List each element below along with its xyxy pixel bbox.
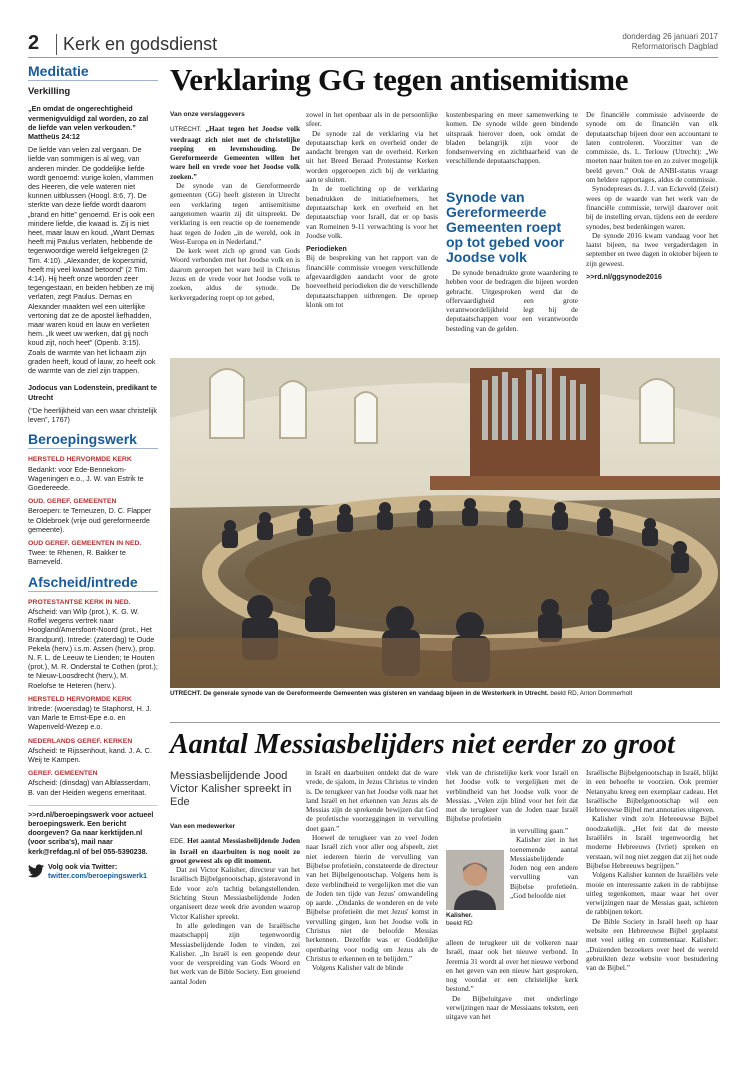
twitter-promo[interactable] bbox=[28, 862, 158, 880]
paragraph: De Bible Society in Israël heeft op haar website een Hebreeuwse Bijbel geplaatst met veel uitleg en commentaar. Kalisher: „Duizenden bezoekers over heel de wereld gebruikten deze website voor bestudering van de Bijbel.” bbox=[586, 916, 718, 973]
afscheid-text: Afscheid: (dinsdag) van Alblasserdam, B. van der Heiden wegens emeritaat. bbox=[28, 778, 151, 797]
article1-column-4 bbox=[586, 110, 718, 281]
meditatie-body: De liefde van velen zal vergaan. De liefde van sommigen is al weg, van anderen minder. De goddelijke liefde wordt genoemd: vurige kolen, vlammen des Heeren, die vele wateren niet kunnen uitblussen (Hoogl. 8:6, 7). De sterkte van deze liefde wordt daarom „brand en hitte” genoemd. Er is ook een mindere liefde, die kwaad is. Zij is niet heet, maar lauw en koud. „Want Demas heeft mij Paulus verlaten, hebbende de tegenwoordige wereld liefgekregen (2 Tim. 4:10). „Alexander, de kopersmid, heeft mij veel kwaad betoond” (2 Tim. 4:14). Hij heeft onze woorden zeer tegengestaan, en beiden hebben ze mij verlaten, zegt Paulus. Demas en Alexander maakten wel een uiterlijke vertoning dat ze de apostel liefhadden, maar waren koud en lauw en verlieten hem. „Ik weet uw werken, dat gij noch koud zijt, noch heet” (Openb. 3:15). Zoals de warmte van het lichaam zijn graden heeft, koud of lauw, zo heeft ook de warmte van de ziel zijn trappen. bbox=[28, 145, 156, 376]
article1-column-1 bbox=[170, 110, 300, 302]
paragraph: De financiële commissie adviseerde de synode om de financiën van elk deputaatschap bijeen door een accountant te laten controleren. Voorzitter van de commissie, ds. L. Terlouw (Utrecht): „We moeten naar buiten toe en zo zuiver mogelijk beeld geven.” Ook de ANBI-status vraagt om heldere rapportages, aldus de commissie. bbox=[586, 110, 718, 185]
meditatie-source: (“De heerlijkheid van een waar christelijk leven”, 1767) bbox=[28, 405, 158, 424]
article1-dateline: UTRECHT. bbox=[170, 126, 202, 134]
afscheid-label: GEREF. GEMEENTEN bbox=[28, 770, 98, 778]
paragraph: Kalisher vindt zo'n Hebreeuwse Bijbel noodzakelijk. „Het feit dat de meeste Israëliërs in Israël tegenwoordig het moderne Hebreeuws (Ivriet) spreken en verstaan, wil nog niet zeggen dat zij het oude Bijbelse Hebreeuws begrijpen.” bbox=[586, 814, 718, 870]
paragraph: De synode 2016 kwam vandaag voor het laatst bijeen, na twee vergaderdagen in september en twee dagen in oktober bijeen te zijn geweest. bbox=[586, 230, 718, 268]
afscheid-label: PROTESTANTSE KERK IN NED. bbox=[28, 598, 131, 606]
paragraph: De Bijbeluitgave met onderlinge verwijzingen naar de Messiaans teksten, een uitgave van het bbox=[446, 993, 578, 1022]
photo-caption bbox=[170, 690, 720, 697]
paragraph: De synode zal de verklaring via het deputaatschap kerk en overheid onder de aandacht brengen van de overheid. Kerken uit het Breed Beraad Protestantse Kerken worden opgeroepen zich bij de verklaring aan te sluiten. bbox=[306, 128, 438, 185]
twitter-bird-icon bbox=[28, 864, 44, 878]
paragraph: Bij de bespreking van het rapport van de financiële commissie vroegen verschillende afgevaardigden aandacht voor de grote hoeveelheid periodieken die de verschillende deputaatschappen uitbrengen. De oproep klonk om tot bbox=[306, 253, 438, 309]
afscheid-label: HERSTELD HERVORMDE KERK bbox=[28, 695, 132, 703]
meditatie-quote: „En omdat de ongerechtigheid vermenigvuldigd zal worden, zo zal de liefde van velen verkouden.” Mattheüs 24:12 bbox=[28, 104, 149, 142]
beroepingswerk-heading: Beroepingswerk bbox=[28, 432, 158, 449]
beroeping-text: Beroepen: te Terneuzen, D. C. Flapper te Oldebroek (vrije oud gereformeerde gemeente). bbox=[28, 506, 152, 534]
article1-callout: Synode van Gereformeerde Gemeenten roept op tot gebed voor Joodse volk bbox=[446, 189, 565, 265]
sidebar bbox=[28, 64, 158, 880]
newspaper-name: Reformatorisch Dagblad bbox=[631, 42, 718, 51]
article2-column-1 bbox=[170, 822, 300, 986]
article1-byline: Van onze verslaggevers bbox=[170, 111, 245, 118]
article1-column-3-bottom bbox=[446, 268, 578, 333]
article2-intro: Messiasbelijdende Jood Victor Kalisher spreekt in Ede bbox=[170, 770, 292, 808]
beroeping-label: HERSTELD HERVORMDE KERK bbox=[28, 456, 132, 464]
page-number: 2 bbox=[28, 32, 40, 54]
paragraph: De synode van de Gereformeerde gemeenten (GG) heeft gisteren in Utrecht een verklaring tegen antisemitisme aangenomen waarin zij dit uitspreekt. De verklaring is een reactie op de toenemende haat tegen de Joden „in de wereld, ook in West-Europa en in Nederland.” bbox=[170, 181, 300, 246]
synod-photo-illustration bbox=[170, 358, 720, 688]
paragraph: alleen de terugkeer uit de volkeren naar Israël, maar ook het nieuwe verbond. In Jeremia 31 wordt al over het nieuwe verbond en het geven van een nieuw hart gesproken, nog voordat er een christelijke kerk bestond.” bbox=[446, 938, 578, 994]
beroeping-text: Bedankt: voor Ede-Bennekom-Wageningen e.o., J. W. van Estrik te Goedereede. bbox=[28, 464, 144, 492]
paragraph: Dat zei Victor Kalisher, directeur van het Israëlisch Bijbelgenootschap, gisteravond in Ede voor zo'n tachtig belangstellenden. Stichting Steun Messiasbelijdende Joden organiseert deze week drie avonden waarop Victor Kalisher spreekt. bbox=[170, 865, 300, 921]
beroeping-text: Twee: te Rhenen, R. Bakker te Barneveld. bbox=[28, 548, 126, 567]
meditatie-author: Jodocus van Lodenstein, predikant te Utrecht bbox=[28, 383, 157, 402]
paragraph: Volgens Kalisher valt de blinde bbox=[312, 963, 404, 973]
paragraph: in vervulling gaan.” bbox=[510, 826, 569, 835]
masthead bbox=[28, 30, 718, 58]
paragraph: Hoewel de terugkeer van zo veel Joden naar Israël zich voor aller oog afspeelt, ziet niet iedereen hierin de vervulling van Bijbelse profetieën, constateerde de directeur van het Bijbelgenootschap. Volgens hem is deze verblindheid te vergelijken met die van de Joden ten tijde van Jezus' omwandeling op aarde. „Ondanks de wonderen en de vele Bijbelse profetieën die met Jezus' komst in vervulling gingen, kon het Joodse volk in Christus niet de beloofde Messias herkennen. Dezelfde was er Goddelijke openbaring voor nodig om Jezus als de Christus te erkennen en te belijden.” bbox=[306, 833, 438, 963]
synod-photo bbox=[170, 358, 720, 688]
afscheid-text: Afscheid: van Wilp (prot.), K. G. W. Roffel wegens vertrek naar Hoogland/Amersfoort-Noord (prot., Het Brandpunt). Intrede: (zaterdag) te Oude Pekela (herv.) i.s.m. Assen (herv.), prop. N. F. L. de Leeuw te Lienden; te Houten (prot.), M. R. Onderstal te Cothen (prot.); te Nieuw-Loosdrecht (herv.), M. Roelofse te Heteren (herv.). bbox=[28, 606, 158, 690]
paragraph: in Israël en daarbuiten ontdekt dat de ware vrede, de sjalom, in Jezus Christus te vinden is. De terugkeer van het Joodse volk naar het land Israël en het erkennen van Jezus als de Messias zijn de sprekende bewijzen dat God de profetische voorzeggingen in vervulling doet gaan.” bbox=[306, 768, 438, 833]
portrait-caption bbox=[446, 912, 473, 928]
article2-column-2 bbox=[306, 768, 438, 973]
paragraph: In de toelichting op de verklaring benadrukken de initiatiefnemers, het deputaatschap kerk en overheid en het deputaatschap voor Israël, dat er op basis van Romeinen 9-11 verwachting is voor het Joodse volk. bbox=[306, 184, 438, 240]
meditatie-heading: Meditatie bbox=[28, 64, 158, 81]
article1-headline: Verklaring GG tegen antisemitisme bbox=[170, 62, 629, 97]
article1-lead: „Haat tegen het Joodse volk verdraagt zich niet met de christelijke roeping en levenshouding. De Gereformeerde Gemeenten willen het ware heil en vrede voor het Joodse volk zoeken.” bbox=[170, 124, 301, 181]
paragraph: zowel in het openbaar als in de persoonlijke sfeer. bbox=[306, 110, 438, 129]
beroeping-label: OUD GEREF. GEMEENTEN IN NED. bbox=[28, 539, 142, 547]
article2-column-4 bbox=[586, 768, 718, 973]
article2-dateline: EDE. bbox=[170, 838, 185, 846]
caption-text: De generale synode van de Gereformeerde Gemeenten was gisteren en vandaag bijeen in de Westerkerk in Utrecht. bbox=[203, 690, 549, 697]
afscheid-label: NEDERLANDS GEREF. KERKEN bbox=[28, 737, 133, 745]
portrait-name: Kalisher. bbox=[446, 912, 473, 919]
article2-column-3-bottom bbox=[446, 938, 578, 1022]
article1-link[interactable]: >>rd.nl/ggsynode2016 bbox=[586, 272, 662, 282]
article2-byline: Van een medewerker bbox=[170, 823, 236, 830]
afscheid-text: Intrede: (woensdag) te Staphorst, H. J. van Marle te Ernst-Epe e.o. en Wapenveld-Wezep e.o. bbox=[28, 703, 152, 732]
section-title: Kerk en godsdienst bbox=[56, 34, 217, 55]
portrait-credit: beeld RD bbox=[446, 920, 473, 927]
afscheid-text: Afscheid: te Rijssenhout, kand. J. A. C. Weij te Kampen. bbox=[28, 745, 152, 764]
paragraph: De synode benadrukte grote waardering te hebben voor de bedragen die bijeen worden gebracht. Uitgesproken werd dat de offervaardigheid een grote verantwoordelijkheid legt bij de deputaatschappen voor een verantwoorde besteding van de gelden. bbox=[446, 268, 578, 333]
date: donderdag 26 januari 2017 bbox=[622, 32, 718, 41]
meditatie-title: Verkilling bbox=[28, 86, 71, 98]
beroepingswerk-footer[interactable]: >>rd.nl/beroepingswerk voor actueel beroepingswerk. Een bericht doorgeven? Ga naar kerktijden.nl (voor scriba's), mail naar kerk@refdag.nl of bel 055-5390238. bbox=[28, 805, 158, 856]
paragraph: In alle geledingen van de Israëlische maatschappij zijn tegenwoordig Messiasbelijdende Joden te vinden, zei Kalisher. „In Israël is een geopende deur voor de verspreiding van Gods Woord en het werk van de Bible Society. Een groeiend aantal Joden bbox=[170, 920, 300, 986]
paragraph: De kerk weet zich op grond van Gods Woord verbonden met het Joodse volk en is daarom geroepen het ware heil in Christus Jezus en de vrede voor het Joodse volk te zoeken, aldus de synode. De kerkvergadering roept op tot gebed, bbox=[170, 246, 300, 302]
paragraph: Israëlische Bijbelgenootschap in Israël, blijkt in een behoefte te voorzien. Ook premier Netanyahu kreeg een exemplaar cadeau. Het Israëlische Bijbelgenootschap wil een Hebreeuwse Bijbel met annotaties uitgeven. bbox=[586, 768, 718, 815]
paragraph: Synodepreses ds. J. J. van Eckeveld (Zeist) wees op de waarde van het werk van de financiële commissie, terwijl daarover ooit bij de instelling ervan, tijdens een de eerdere synodes, best bedenkingen waren. bbox=[586, 184, 718, 231]
paragraph: Volgens Kalisher kunnen de Israëliërs vele mooie en interessante zaken in de rabbijnse uitleg tegenkomen, maar waar het over verwijzingen naar de Messias gaat, schieten de rabbijnen tekort. bbox=[586, 870, 718, 917]
caption-credit: beeld RD, Anton Dommerholt bbox=[550, 690, 633, 697]
article1-column-2 bbox=[306, 110, 438, 309]
masthead-date bbox=[622, 32, 718, 52]
paragraph: kostenbesparing en meer samenwerking te komen. De synode wilde geen bindende uitspraak hierover doen, ook omdat de bladen belangrijk zijn voor de fondsenwerving en zichtbaarheid van de verschillende deputaatschappen. bbox=[446, 110, 578, 166]
article2-column-3-top bbox=[446, 768, 578, 824]
afscheid-heading: Afscheid/intrede bbox=[28, 575, 158, 592]
paragraph: Kalisher ziet in het toenemende aantal Messiasbelijdende Joden nog een andere vervulling van Bijbelse profetieën. „God beloofde niet bbox=[510, 835, 578, 901]
portrait-illustration bbox=[446, 850, 504, 910]
article1-column-3-top bbox=[446, 110, 578, 166]
twitter-link[interactable]: twitter.com/beroepingswerk1 bbox=[48, 871, 148, 881]
article2-lead: Het aantal Messiasbelijdende Joden in Israël en daarbuiten is nog nooit zo groot geweest als op dit moment. bbox=[170, 836, 300, 865]
caption-place: UTRECHT. bbox=[170, 690, 202, 697]
article2-column-3-wrap bbox=[510, 826, 578, 900]
kalisher-portrait bbox=[446, 850, 504, 910]
article1-subhead: Periodieken bbox=[306, 244, 347, 254]
beroeping-label: OUD. GEREF. GEMEENTEN bbox=[28, 498, 117, 506]
twitter-label: Volg ook via Twitter: bbox=[48, 861, 118, 871]
paragraph: vlek van de christelijke kerk voor Israël en het Joodse volk te vergelijken met de verblindheid van het Joodse volk voor de Messias. „Velen zijn blind voor het feit dat met de terugkeer van de Joden naar Israël Bijbelse profetieën bbox=[446, 768, 578, 824]
article2-headline: Aantal Messiasbelijders niet eerder zo groot bbox=[170, 722, 720, 761]
